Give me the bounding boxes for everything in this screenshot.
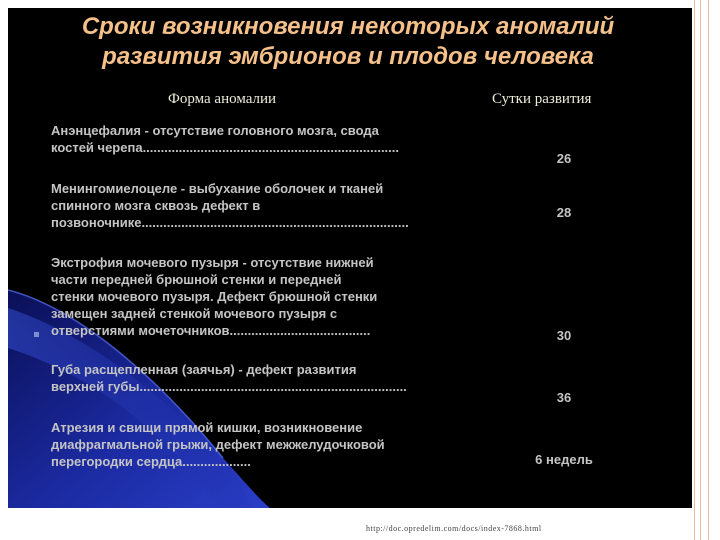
development-days: 30 (556, 328, 572, 343)
source-url: http://doc.opredelim.com/docs/index-7868.html (366, 524, 542, 533)
column-header-form: Форма аномалии (168, 91, 277, 107)
anomaly-description: Экстрофия мочевого пузыря - отсутствие нижней части передней брюшной стенки и передней стенки мочевого пузыря. Дефект брюшной стенки замещен задней стенкой мочевого пузыря с отверстиями мочеточников....................................... (51, 255, 378, 338)
development-days: 28 (556, 205, 572, 220)
development-days: 26 (556, 151, 572, 166)
decor-line (708, 0, 709, 540)
slide-frame-top (0, 0, 720, 8)
slide (8, 8, 692, 508)
development-days: 36 (556, 390, 572, 405)
decor-line (700, 0, 701, 540)
anomaly-description: Атрезия и свищи прямой кишки, возникновение диафрагмальной грыжи, дефект межжелудочковой перегородки сердца................... (51, 420, 385, 469)
slide-frame-right (692, 0, 720, 540)
slide-title: Сроки возникновения некоторых аномалий развития эмбрионов и плодов человека (81, 13, 615, 70)
anomaly-description: Менингомиелоцеле - выбухание оболочек и тканей спинного мозга сквозь дефект в позвоночнике.......................................................................... (51, 181, 409, 230)
bullet-marker (34, 332, 39, 337)
slide-frame-left (0, 0, 8, 540)
development-days: 6 недель (535, 452, 593, 467)
anomaly-description: Анэнцефалия - отсутствие головного мозга, свода костей черепа....................................................................... (51, 123, 400, 155)
anomaly-description: Губа расщепленная (заячья) - дефект развития верхней губы.......................................................................... (51, 362, 407, 394)
decor-line (694, 0, 695, 540)
column-header-days: Сутки развития (492, 91, 592, 107)
